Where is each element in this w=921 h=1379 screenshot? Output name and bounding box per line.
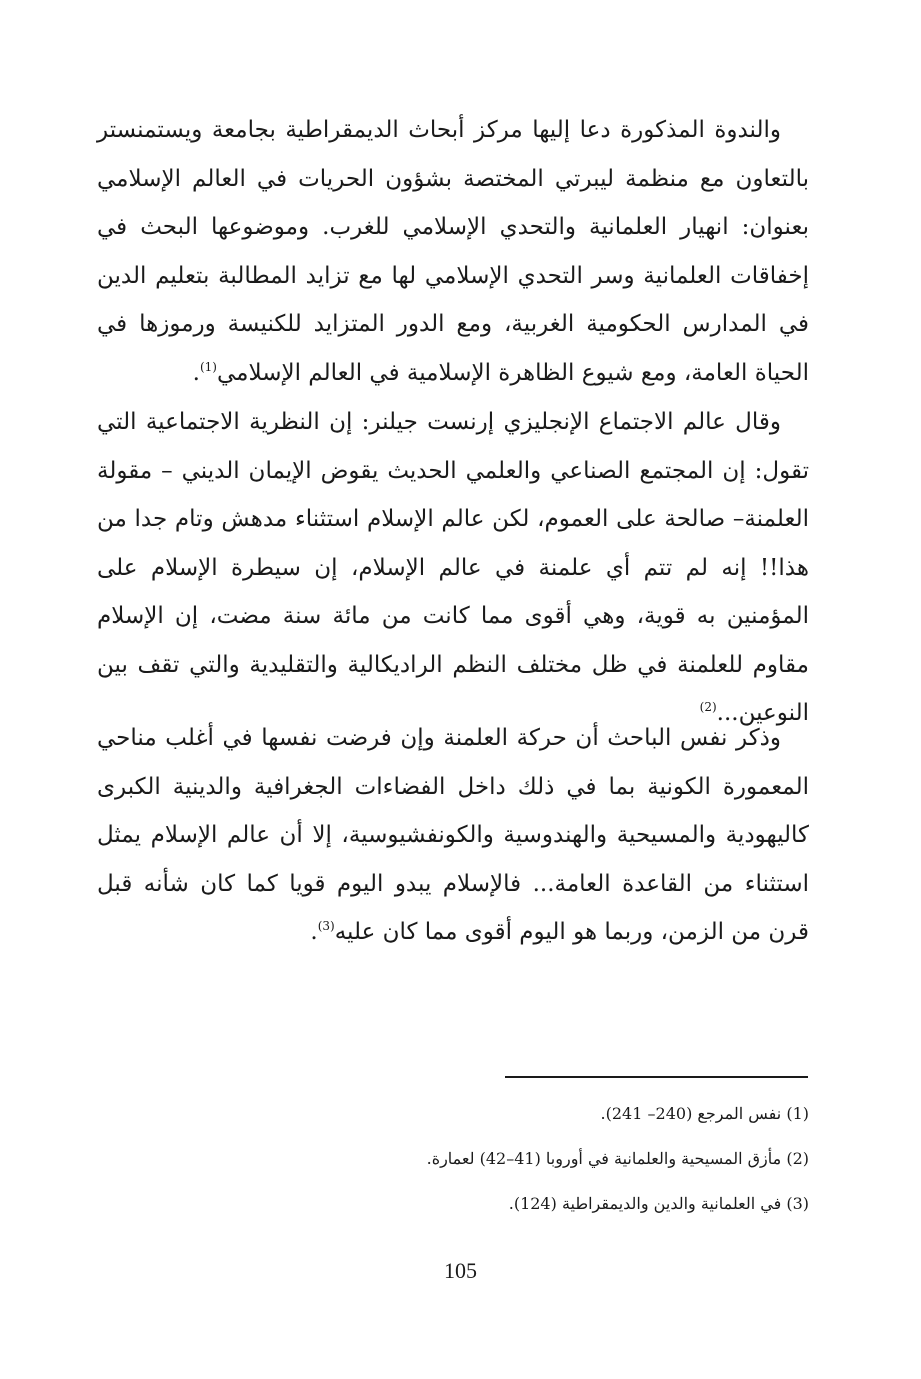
paragraph-1-end: . xyxy=(192,359,200,386)
paragraph-3 xyxy=(97,714,809,957)
paragraph-1-text: والندوة المذكورة دعا إليها مركز أبحاث الديمقراطية بجامعة ويستمنستر بالتعاون مع منظمة ليبرتي المختصة بشؤون الحريات في العالم الإسلامي بعنوان: انهيار العلمانية والتحدي الإسلامي للغرب. وموضوعها البحث في إخفاقات العلمانية وسر التحدي الإسلامي لها مع تزايد المطالبة بتعليم الدين في المدارس الحكومية الغربية، ومع الدور المتزايد للكنيسة ورموزها في الحياة العامة، ومع شيوع الظاهرة الإسلامية في العالم الإسلامي xyxy=(97,117,809,386)
footnote-ref-2: (2) xyxy=(699,700,717,714)
paragraph-3-end: . xyxy=(310,919,318,945)
footnote-1: (1) نفس المرجع (240– 241). xyxy=(600,1104,809,1123)
paragraph-2 xyxy=(97,398,809,738)
paragraph-3-text: وذكر نفس الباحث أن حركة العلمنة وإن فرضت نفسها في أغلب مناحي المعمورة الكونية بما في ذلك داخل الفضاءات الجغرافية والدينية الكبرى كاليهودية والمسيحية والهندوسية والكونفشيوسية، إلا أن عالم الإسلام يمثل استثناء من القاعدة العامة... فالإسلام يبدو اليوم قويا كما كان شأنه قبل قرن من الزمن، وربما هو اليوم أقوى مما كان عليه xyxy=(97,725,809,945)
paragraph-2-text: وقال عالم الاجتماع الإنجليزي إرنست جيلنر: إن النظرية الاجتماعية التي تقول: إن المجتمع الصناعي والعلمي الحديث يقوض الإيمان الديني – مقولة العلمنة– صالحة على العموم، لكن عالم الإسلام استثناء مدهش وتام جدا من هذا!! إنه لم تتم أي علمنة في عالم الإسلام، إن سيطرة الإسلام على المؤمنين به قوية، وهي أقوى مما كانت من مائة سنة مضت، إن الإسلام مقاوم للعلمنة في ظل مختلف النظم الراديكالية والتقليدية والتي تقف بين النوعين... xyxy=(97,409,809,726)
footnote-2: (2) مأزق المسيحية والعلمانية في أوروبا (41–42) لعمارة. xyxy=(426,1149,809,1168)
paragraph-1 xyxy=(97,106,809,397)
footnote-ref-3: (3) xyxy=(317,919,335,933)
footnotes xyxy=(97,1091,809,1226)
footnote-separator xyxy=(505,1076,808,1078)
page-number: 105 xyxy=(444,1258,477,1283)
footnote-3: (3) في العلمانية والدين والديمقراطية (124). xyxy=(508,1194,809,1213)
footnote-ref-1: (1) xyxy=(199,359,217,374)
